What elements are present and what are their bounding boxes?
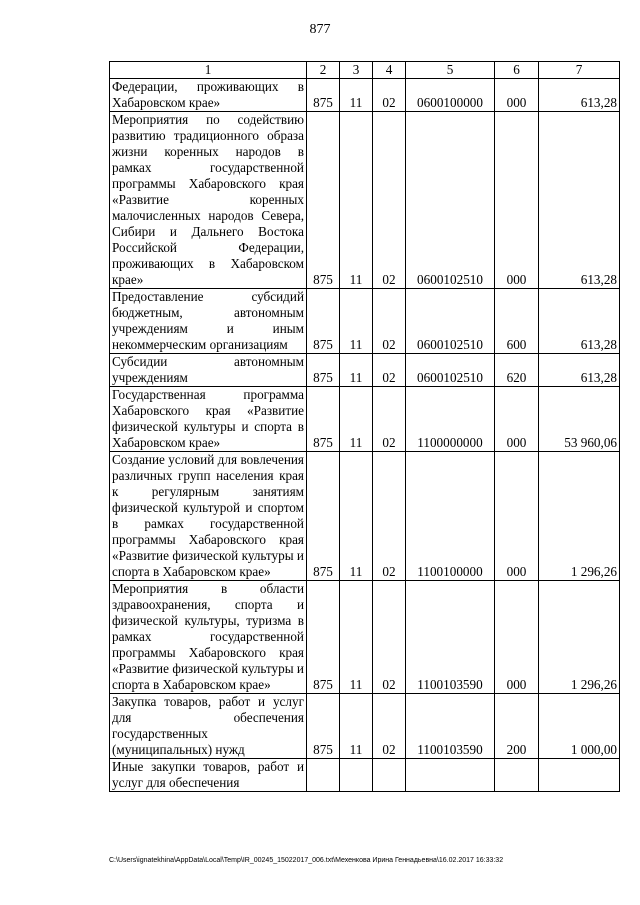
header-cell: 5 bbox=[406, 62, 495, 79]
header-cell: 2 bbox=[307, 62, 340, 79]
ministry-code-cell bbox=[307, 759, 340, 792]
expense-type-cell: 600 bbox=[495, 289, 539, 354]
page-number: 877 bbox=[309, 22, 331, 37]
item-name-cell: Мероприятия в области здравоохранения, спорта и физической культуры, туризма в рамках государственной программы Хабаровского края «Развитие физической культуры и спорта в Хабаровском крае» bbox=[110, 581, 307, 694]
amount-cell: 613,28 bbox=[539, 79, 620, 112]
item-name-cell: Создание условий для вовлечения различных групп населения края к регулярным занятиям физической культурой и спортом в рамках государственной программы Хабаровского края «Развитие физической культуры и спорта в Хабаровском крае» bbox=[110, 452, 307, 581]
target-article-cell: 1100100000 bbox=[406, 452, 495, 581]
subsection-cell: 02 bbox=[373, 354, 406, 387]
ministry-code-cell: 875 bbox=[307, 452, 340, 581]
section-cell: 11 bbox=[340, 289, 373, 354]
ministry-code-cell: 875 bbox=[307, 354, 340, 387]
expense-type-cell: 200 bbox=[495, 694, 539, 759]
amount-cell: 1 296,26 bbox=[539, 581, 620, 694]
table-row bbox=[110, 581, 620, 694]
amount-cell: 613,28 bbox=[539, 289, 620, 354]
amount-cell: 613,28 bbox=[539, 112, 620, 289]
ministry-code-cell: 875 bbox=[307, 79, 340, 112]
subsection-cell: 02 bbox=[373, 79, 406, 112]
item-name-cell: Государственная программа Хабаровского края «Развитие физической культуры и спорта в Хабаровском крае» bbox=[110, 387, 307, 452]
section-cell: 11 bbox=[340, 79, 373, 112]
expense-type-cell: 620 bbox=[495, 354, 539, 387]
subsection-cell: 02 bbox=[373, 694, 406, 759]
expense-type-cell: 000 bbox=[495, 387, 539, 452]
ministry-code-cell: 875 bbox=[307, 112, 340, 289]
target-article-cell: 1100103590 bbox=[406, 694, 495, 759]
section-cell: 11 bbox=[340, 581, 373, 694]
table-row bbox=[110, 79, 620, 112]
budget-table bbox=[109, 61, 620, 792]
header-cell: 7 bbox=[539, 62, 620, 79]
expense-type-cell: 000 bbox=[495, 112, 539, 289]
target-article-cell: 1100000000 bbox=[406, 387, 495, 452]
expense-type-cell: 000 bbox=[495, 581, 539, 694]
target-article-cell: 0600102510 bbox=[406, 289, 495, 354]
table-row bbox=[110, 759, 620, 792]
section-cell bbox=[340, 759, 373, 792]
expense-type-cell: 000 bbox=[495, 79, 539, 112]
target-article-cell: 0600102510 bbox=[406, 354, 495, 387]
section-cell: 11 bbox=[340, 452, 373, 581]
amount-cell: 1 000,00 bbox=[539, 694, 620, 759]
header-cell: 3 bbox=[340, 62, 373, 79]
subsection-cell: 02 bbox=[373, 112, 406, 289]
table-row bbox=[110, 289, 620, 354]
item-name-cell: Закупка товаров, работ и услуг для обеспечения государственных (муниципальных) нужд bbox=[110, 694, 307, 759]
target-article-cell: 0600102510 bbox=[406, 112, 495, 289]
item-name-cell: Иные закупки товаров, работ и услуг для обеспечения bbox=[110, 759, 307, 792]
target-article-cell: 0600100000 bbox=[406, 79, 495, 112]
section-cell: 11 bbox=[340, 387, 373, 452]
expense-type-cell bbox=[495, 759, 539, 792]
header-cell: 6 bbox=[495, 62, 539, 79]
section-cell: 11 bbox=[340, 354, 373, 387]
target-article-cell: 1100103590 bbox=[406, 581, 495, 694]
subsection-cell: 02 bbox=[373, 581, 406, 694]
section-cell: 11 bbox=[340, 694, 373, 759]
item-name-cell: Субсидии автономным учреждениям bbox=[110, 354, 307, 387]
subsection-cell: 02 bbox=[373, 387, 406, 452]
amount-cell: 613,28 bbox=[539, 354, 620, 387]
expense-type-cell: 000 bbox=[495, 452, 539, 581]
ministry-code-cell: 875 bbox=[307, 289, 340, 354]
ministry-code-cell: 875 bbox=[307, 694, 340, 759]
ministry-code-cell: 875 bbox=[307, 387, 340, 452]
item-name-cell: Федерации, проживающих в Хабаровском крае» bbox=[110, 79, 307, 112]
subsection-cell: 02 bbox=[373, 452, 406, 581]
table-row bbox=[110, 354, 620, 387]
item-name-cell: Предоставление субсидий бюджетным, автономным учреждениям и иным некоммерческим организациям bbox=[110, 289, 307, 354]
item-name-cell: Мероприятия по содействию развитию традиционного образа жизни коренных народов в рамках государственной программы Хабаровского края «Развитие коренных малочисленных народов Севера, Сибири и Дальнего Востока Российской Федерации, проживающих в Хабаровском крае» bbox=[110, 112, 307, 289]
subsection-cell bbox=[373, 759, 406, 792]
target-article-cell bbox=[406, 759, 495, 792]
table-row bbox=[110, 452, 620, 581]
table-row bbox=[110, 387, 620, 452]
header-cell: 4 bbox=[373, 62, 406, 79]
file-path-footer: C:\Users\ignatekhina\AppData\Local\Temp\IR_00245_15022017_006.txt\Мехенкова Ирина Геннадьевна\16.02.2017 16:33:32 bbox=[109, 857, 504, 864]
amount-cell: 53 960,06 bbox=[539, 387, 620, 452]
ministry-code-cell: 875 bbox=[307, 581, 340, 694]
table-row bbox=[110, 694, 620, 759]
section-cell: 11 bbox=[340, 112, 373, 289]
subsection-cell: 02 bbox=[373, 289, 406, 354]
table-header-row bbox=[110, 62, 620, 79]
amount-cell bbox=[539, 759, 620, 792]
amount-cell: 1 296,26 bbox=[539, 452, 620, 581]
header-cell: 1 bbox=[110, 62, 307, 79]
table-row bbox=[110, 112, 620, 289]
